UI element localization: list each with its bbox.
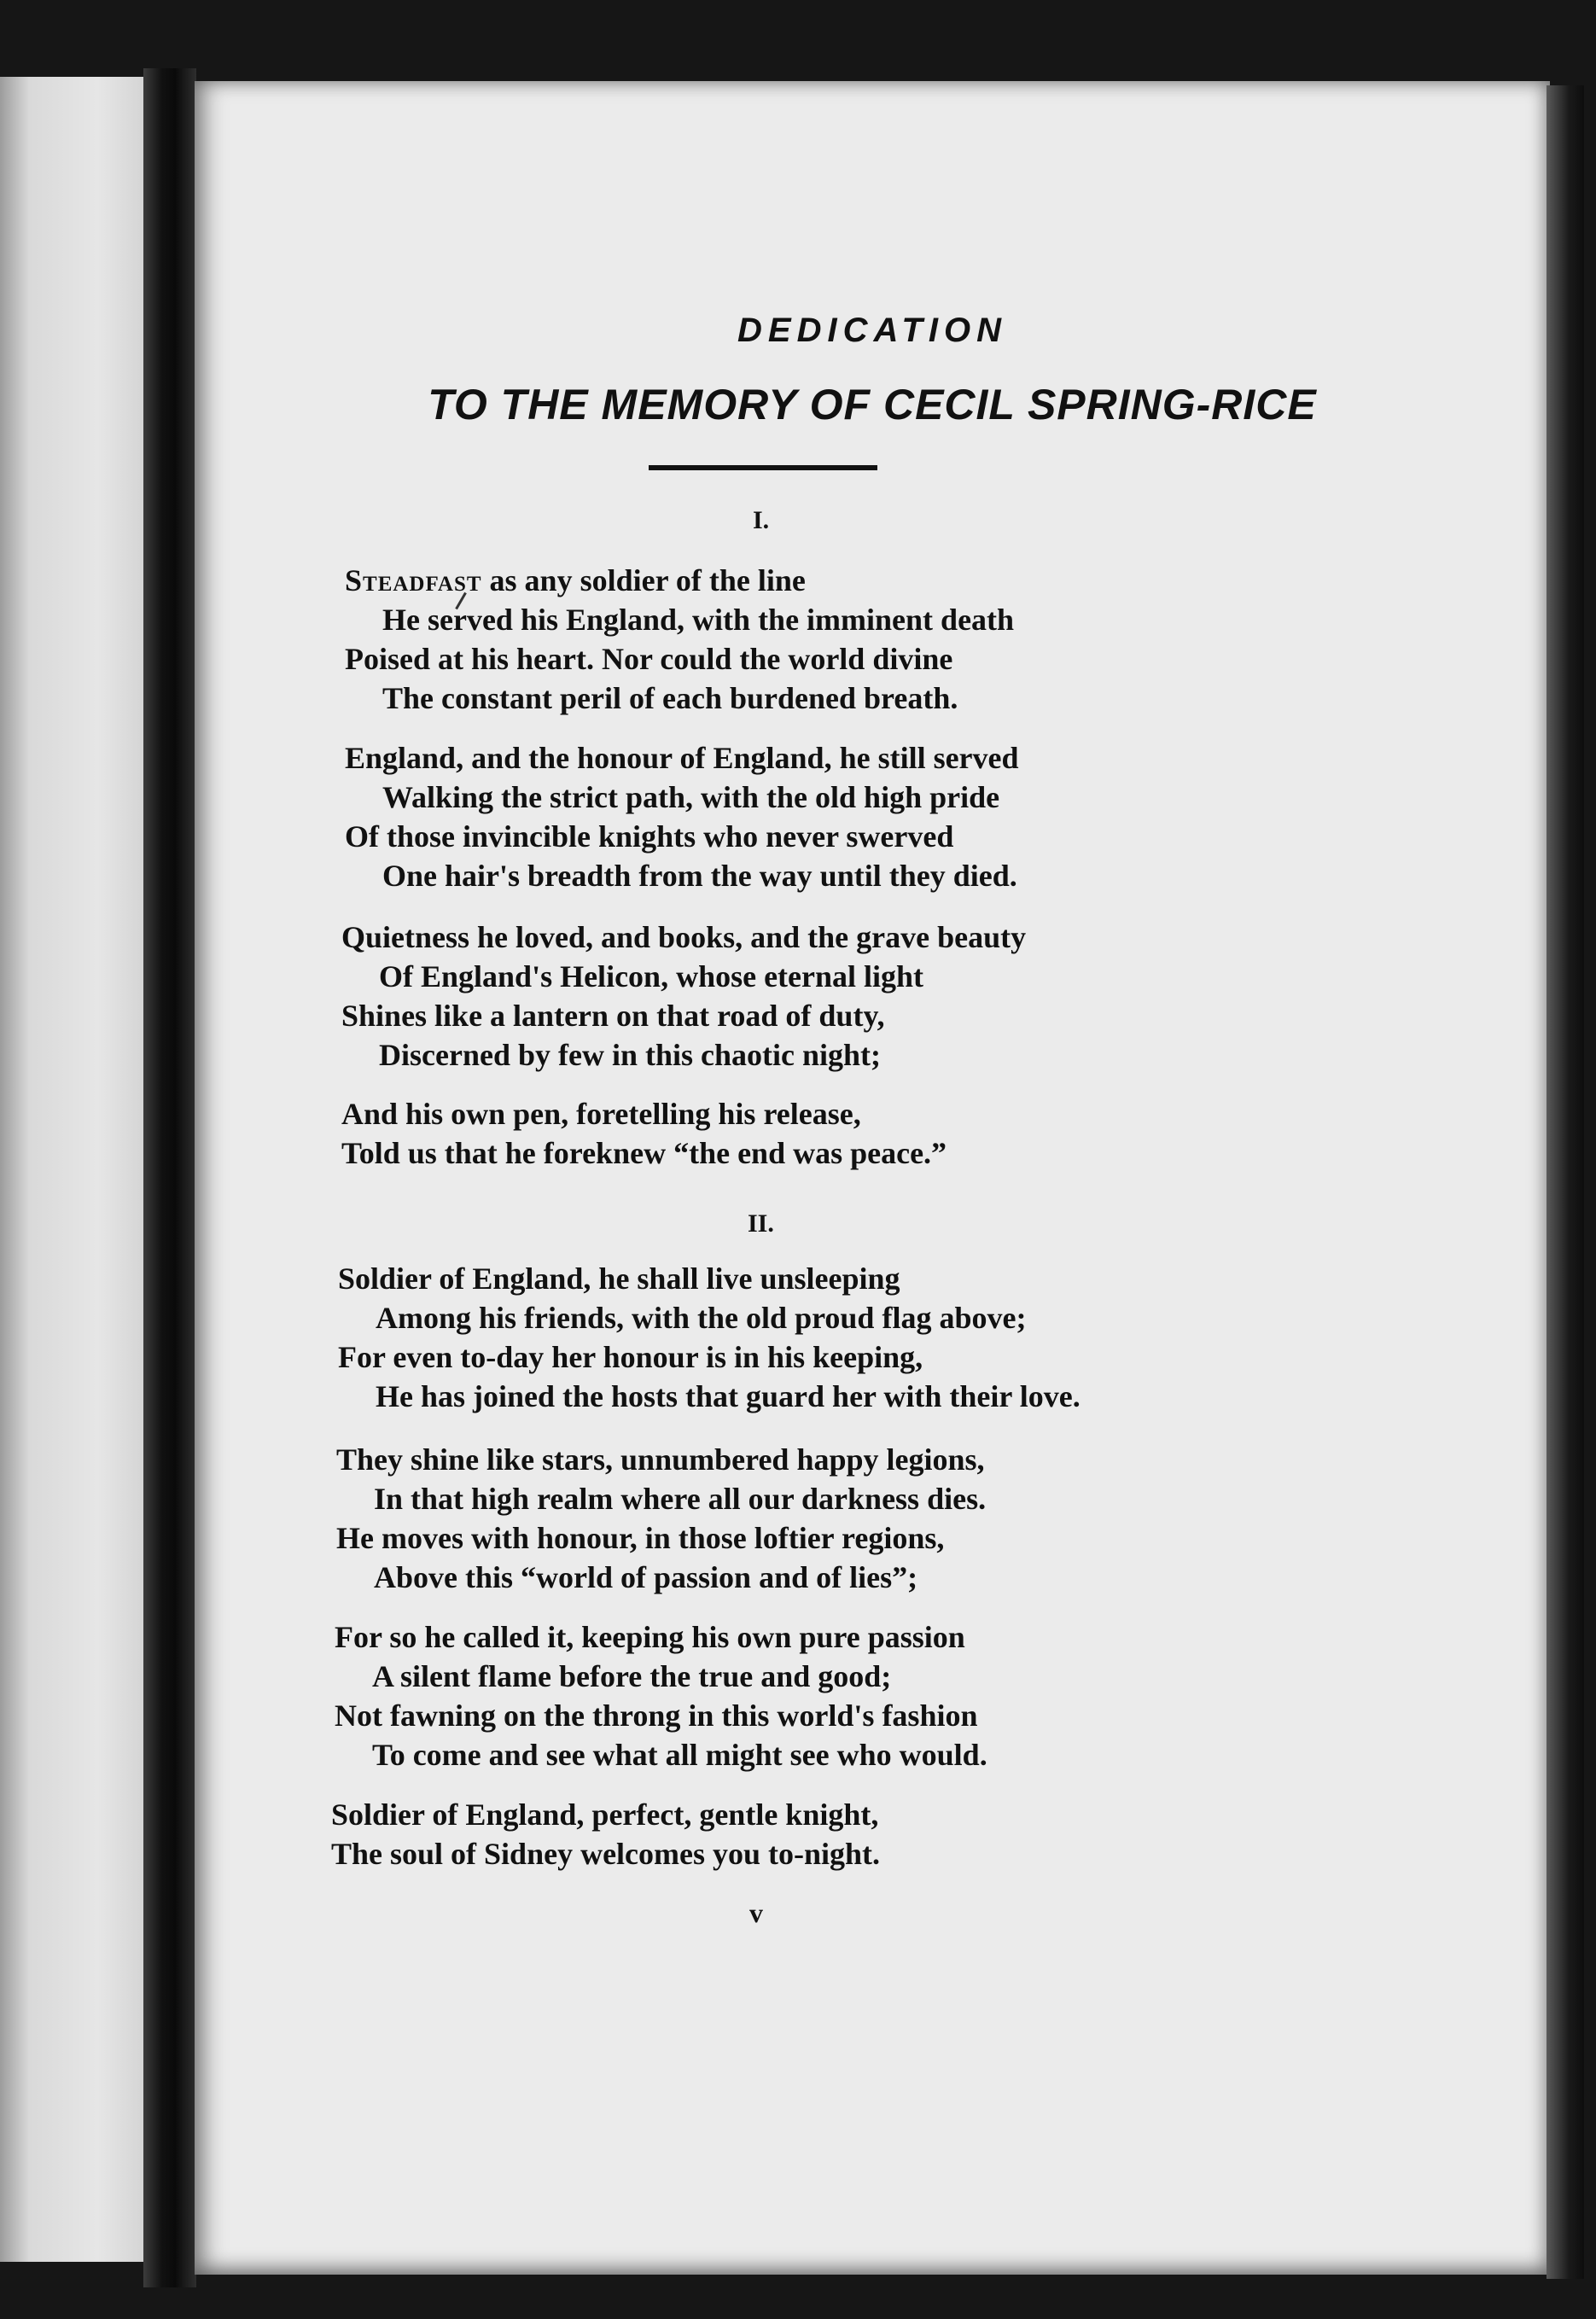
page-number: v: [749, 1897, 763, 1928]
verse-line: The soul of Sidney welcomes you to-night.: [331, 1837, 881, 1871]
verse-line: He moves with honour, in those loftier regions,: [336, 1521, 945, 1555]
verse-line: Soldier of England, he shall live unsleeping: [338, 1261, 900, 1296]
part-two-stanza-3: [335, 1617, 1478, 1774]
part-one-stanza-1: [345, 561, 1488, 718]
verse-line: Of England's Helicon, whose eternal light: [379, 959, 924, 993]
verse-line: Quietness he loved, and books, and the grave beauty: [341, 920, 1027, 954]
dedication-heading: DEDICATION: [737, 312, 1007, 349]
verse-line: Above this “world of passion and of lies”;: [374, 1560, 918, 1594]
facing-page-edge: [0, 77, 162, 2262]
verse-line: They shine like stars, unnumbered happy legions,: [336, 1442, 985, 1477]
part-one-stanza-2: [345, 738, 1488, 895]
verse-line: Shines like a lantern on that road of duty,: [341, 999, 885, 1033]
verse-line: Of those invincible knights who never swerved: [345, 819, 954, 854]
book-binding: [143, 68, 196, 2287]
verse-line: Soldier of England, perfect, gentle knight,: [331, 1798, 879, 1832]
verse-line: Walking the strict path, with the old high pride: [382, 780, 1000, 814]
verse-line: One hair's breadth from the way until they died.: [382, 859, 1017, 893]
verse-line: Not fawning on the throng in this world's fashion: [335, 1698, 978, 1733]
memorial-title: TO THE MEMORY OF CECIL SPRING-RICE: [428, 381, 1317, 428]
verse-line: And his own pen, foretelling his release,: [341, 1097, 861, 1131]
part-two-couplet: [331, 1795, 1475, 1873]
part-two-numeral: II.: [748, 1209, 774, 1238]
page-edge-shadow: [1546, 85, 1584, 2279]
title-rule: [649, 465, 877, 470]
part-one-stanza-3: [341, 918, 1485, 1075]
verse-line: Told us that he foreknew “the end was peace.”: [341, 1136, 947, 1170]
verse-line: Poised at his heart. Nor could the world divine: [345, 642, 953, 676]
verse-line: For even to-day her honour is in his keeping,: [338, 1340, 923, 1374]
verse-line: A silent flame before the true and good;: [372, 1659, 892, 1693]
verse-line: To come and see what all might see who would.: [372, 1738, 987, 1772]
part-two-stanza-2: [336, 1440, 1480, 1597]
verse-line: In that high realm where all our darkness dies.: [374, 1482, 987, 1516]
verse-line: For so he called it, keeping his own pure passion: [335, 1620, 965, 1654]
part-one-couplet: [341, 1094, 1485, 1173]
verse-line: Steadfast as any soldier of the line: [345, 563, 806, 597]
verse-line: England, and the honour of England, he still served: [345, 741, 1019, 775]
verse-line: Among his friends, with the old proud flag above;: [376, 1301, 1027, 1335]
page-content: [195, 81, 1550, 2275]
verse-line: Discerned by few in this chaotic night;: [379, 1038, 881, 1072]
verse-line: He served his England, with the imminent death: [382, 603, 1015, 637]
verse-line: He has joined the hosts that guard her with their love.: [376, 1379, 1081, 1413]
verse-line: The constant peril of each burdened breath.: [382, 681, 958, 715]
part-two-stanza-1: [338, 1259, 1482, 1416]
verse-initial-word: Steadfast: [345, 563, 482, 597]
part-one-numeral: I.: [753, 506, 770, 534]
